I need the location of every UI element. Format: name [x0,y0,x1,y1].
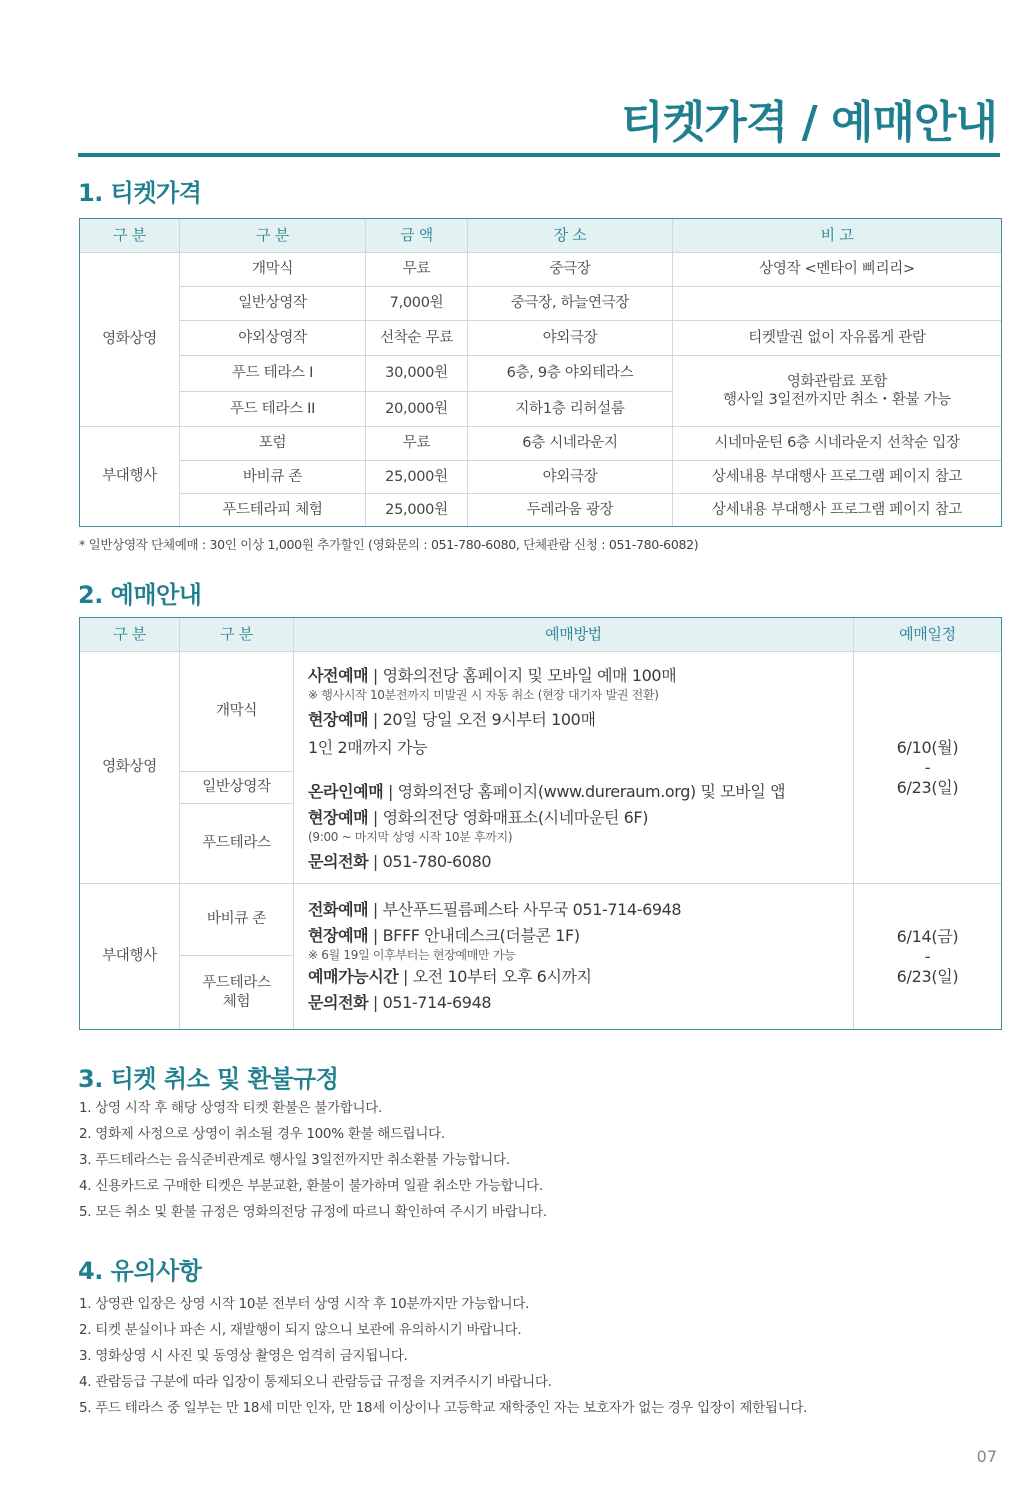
section-1-heading: 1. 티켓가격 [78,179,202,207]
method-text: | 영화의전당 홈페이지(www.dureraum.org) 및 모바일 앱 [383,782,786,802]
schedule-start: 6/10(월) [896,737,959,757]
method-line [308,966,839,988]
method-line [308,665,839,687]
method-text: | 051-714-6948 [368,992,492,1012]
method-subnote: ※ 6월 19일 이후부터는 현장예매만 가능 [308,947,516,962]
cell-price: 선착순 무료 [366,321,468,356]
group-discount-footnote: * 일반상영작 단체예매 : 30인 이상 1,000원 추가할인 (영화문의 : 051-780-6080, 단체관람 신청 : 051-780-6082) [79,537,699,552]
cell-note: 시네마운틴 6층 시네라운지 선착순 입장 [673,427,1002,461]
cell-terrace-note [673,356,1002,427]
method-label: 현장예매 [308,926,369,945]
table-row [80,287,1002,321]
section-3-heading: 3. 티켓 취소 및 환불규정 [78,1065,339,1093]
method-text: | 영화의전당 영화매표소(시네마운틴 6F) [368,808,649,828]
list-item: 2. 티켓 분실이나 파손 시, 재발행이 되지 않으니 보관에 유의하시기 바랍니다. [79,1322,522,1338]
cell-type: 야외상영작 [180,321,366,356]
table-row [80,461,1002,494]
method-line [308,807,839,829]
table-row [80,356,1002,392]
ticket-price-table [79,218,1002,527]
cell-note: 상세내용 부대행사 프로그램 페이지 참고 [673,461,1002,494]
header-method: 예매방법 [294,618,854,652]
method-label: 사전예매 [308,665,369,685]
method-label: 문의전화 [308,852,369,872]
film-schedule [854,652,1002,884]
cell-type: 개막식 [180,253,366,287]
terrace-note-line-1: 영화관람료 포함 [786,373,888,390]
cell-type: 푸드 테라스 I [180,356,366,392]
cell-price: 30,000원 [366,356,468,392]
list-item: 5. 푸드 테라스 중 일부는 만 18세 미만 인자, 만 18세 이상이나 고등학교 재학중인 자는 보호자가 없는 경우 입장이 제한됩니다. [79,1400,808,1416]
film-method-2 [294,772,854,884]
method-label: 예매가능시간 [308,967,399,987]
list-item: 5. 모든 취소 및 환불 규정은 영화의전당 규정에 따르니 확인하여 주시기 바랍니다. [79,1204,547,1220]
cell-place: 중극장, 하늘연극장 [468,287,673,321]
header-schedule: 예매일정 [854,618,1002,652]
list-item: 1. 상영관 입장은 상영 시작 10분 전부터 상영 시작 후 10분까지만 가능합니다. [79,1296,530,1312]
cell-price: 무료 [366,427,468,461]
table-row [80,253,1002,287]
page-title: 티켓가격 / 예매안내 [621,97,997,148]
header-place: 장 소 [468,219,673,253]
cell-place: 두레라움 광장 [468,494,673,527]
schedule-dash: - [924,757,931,777]
cell-place: 6층, 9층 야외테라스 [468,356,673,392]
method-text: | 부산푸드필름페스타 사무국 051-714-6948 [368,900,682,920]
title-divider [78,153,1000,157]
header-note: 비 고 [673,219,1002,253]
method-label: 전화예매 [308,900,369,920]
type-regular: 일반상영작 [180,772,294,804]
cell-place: 야외극장 [468,461,673,494]
group-event: 부대행사 [80,884,180,1030]
method-text: | 오전 10부터 오후 6시까지 [398,967,592,987]
table-row [80,321,1002,356]
method-label: 온라인예매 [308,782,384,802]
group-event: 부대행사 [80,427,180,527]
header-type: 구 분 [180,219,366,253]
cell-type: 푸드테라피 체험 [180,494,366,527]
film-method-1 [294,652,854,772]
method-line [308,925,839,947]
method-text: | 051-780-6080 [368,852,492,872]
list-item: 3. 영화상영 시 사진 및 동영상 촬영은 엄격히 금지됩니다. [79,1348,408,1364]
cell-price: 7,000원 [366,287,468,321]
cell-type: 포럼 [180,427,366,461]
schedule-dash: - [924,946,931,966]
method-text: | 20일 당일 오전 9시부터 100매 [368,710,596,730]
page-number: 07 [976,1447,997,1466]
method-subnote: ※ 행사시작 10분전까지 미발권 시 자동 취소 (현장 대기자 발권 전환) [308,687,659,702]
method-text: | BFFF 안내데스크(더블콘 1F) [368,926,580,945]
method-line [308,899,839,921]
header-price: 금 액 [366,219,468,253]
schedule-end: 6/23(일) [896,777,959,797]
cell-price: 무료 [366,253,468,287]
header-category: 구 분 [80,618,180,652]
method-line [308,709,839,731]
list-item: 2. 영화제 사정으로 상영이 취소될 경우 100% 환불 해드립니다. [79,1126,445,1142]
cell-place: 6층 시네라운지 [468,427,673,461]
cell-price: 25,000원 [366,494,468,527]
cell-type: 바비큐 존 [180,461,366,494]
method-line: 1인 2매까지 가능 [308,737,428,757]
list-item: 4. 신용카드로 구매한 티켓은 부분교환, 환불이 불가하며 일괄 취소만 가능합니다. [79,1178,543,1194]
event-schedule [854,884,1002,1030]
table-row [80,427,1002,461]
schedule-end: 6/23(일) [896,966,959,986]
list-item: 3. 푸드테라스는 음식준비관계로 행사일 3일전까지만 취소환불 가능합니다. [79,1152,510,1168]
header-category: 구 분 [80,219,180,253]
terrace-note-line-2: 행사일 3일전까지만 취소・환불 가능 [723,392,951,408]
header-type: 구 분 [180,618,294,652]
booking-table [79,617,1002,1030]
cell-note [673,287,1002,321]
type-food-therapy [180,956,294,1030]
table-row [80,494,1002,527]
refund-rules-list [79,1095,547,1225]
cell-place: 중극장 [468,253,673,287]
section-4-heading: 4. 유의사항 [78,1257,202,1285]
method-text: | 영화의전당 홈페이지 및 모바일 예매 100매 [368,665,677,685]
type-line-2: 체험 [222,993,251,1010]
cell-note: 상세내용 부대행사 프로그램 페이지 참고 [673,494,1002,527]
method-label: 현장예매 [308,808,369,828]
method-line [308,851,839,873]
cell-price: 25,000원 [366,461,468,494]
cell-place: 지하1층 리허설룸 [468,392,673,427]
cell-price: 20,000원 [366,392,468,427]
group-film: 영화상영 [80,253,180,427]
cell-note: 상영작 <멘타이 삐리리> [673,253,1002,287]
cell-note: 티켓발권 없이 자유롭게 관람 [673,321,1002,356]
type-opening: 개막식 [180,652,294,772]
notices-list [79,1291,807,1421]
method-label: 현장예매 [308,710,369,730]
type-bbq: 바비큐 존 [180,884,294,956]
method-subnote: (9:00 ~ 마지막 상영 시작 10분 후까지) [308,829,513,844]
type-line-1: 푸드테라스 [202,975,271,992]
cell-type: 푸드 테라스 II [180,392,366,427]
type-food-terrace: 푸드테라스 [180,804,294,884]
method-label: 문의전화 [308,992,369,1012]
section-2-heading: 2. 예매안내 [78,581,202,609]
method-line [308,992,839,1014]
cell-place: 야외극장 [468,321,673,356]
list-item: 4. 관람등급 구분에 따라 입장이 통제되오니 관람등급 규정을 지켜주시기 바랍니다. [79,1374,552,1390]
schedule-start: 6/14(금) [896,926,959,946]
event-methods [294,884,854,1030]
method-line [308,781,839,803]
cell-type: 일반상영작 [180,287,366,321]
group-film: 영화상영 [80,652,180,884]
list-item: 1. 상영 시작 후 해당 상영작 티켓 환불은 불가합니다. [79,1100,383,1116]
